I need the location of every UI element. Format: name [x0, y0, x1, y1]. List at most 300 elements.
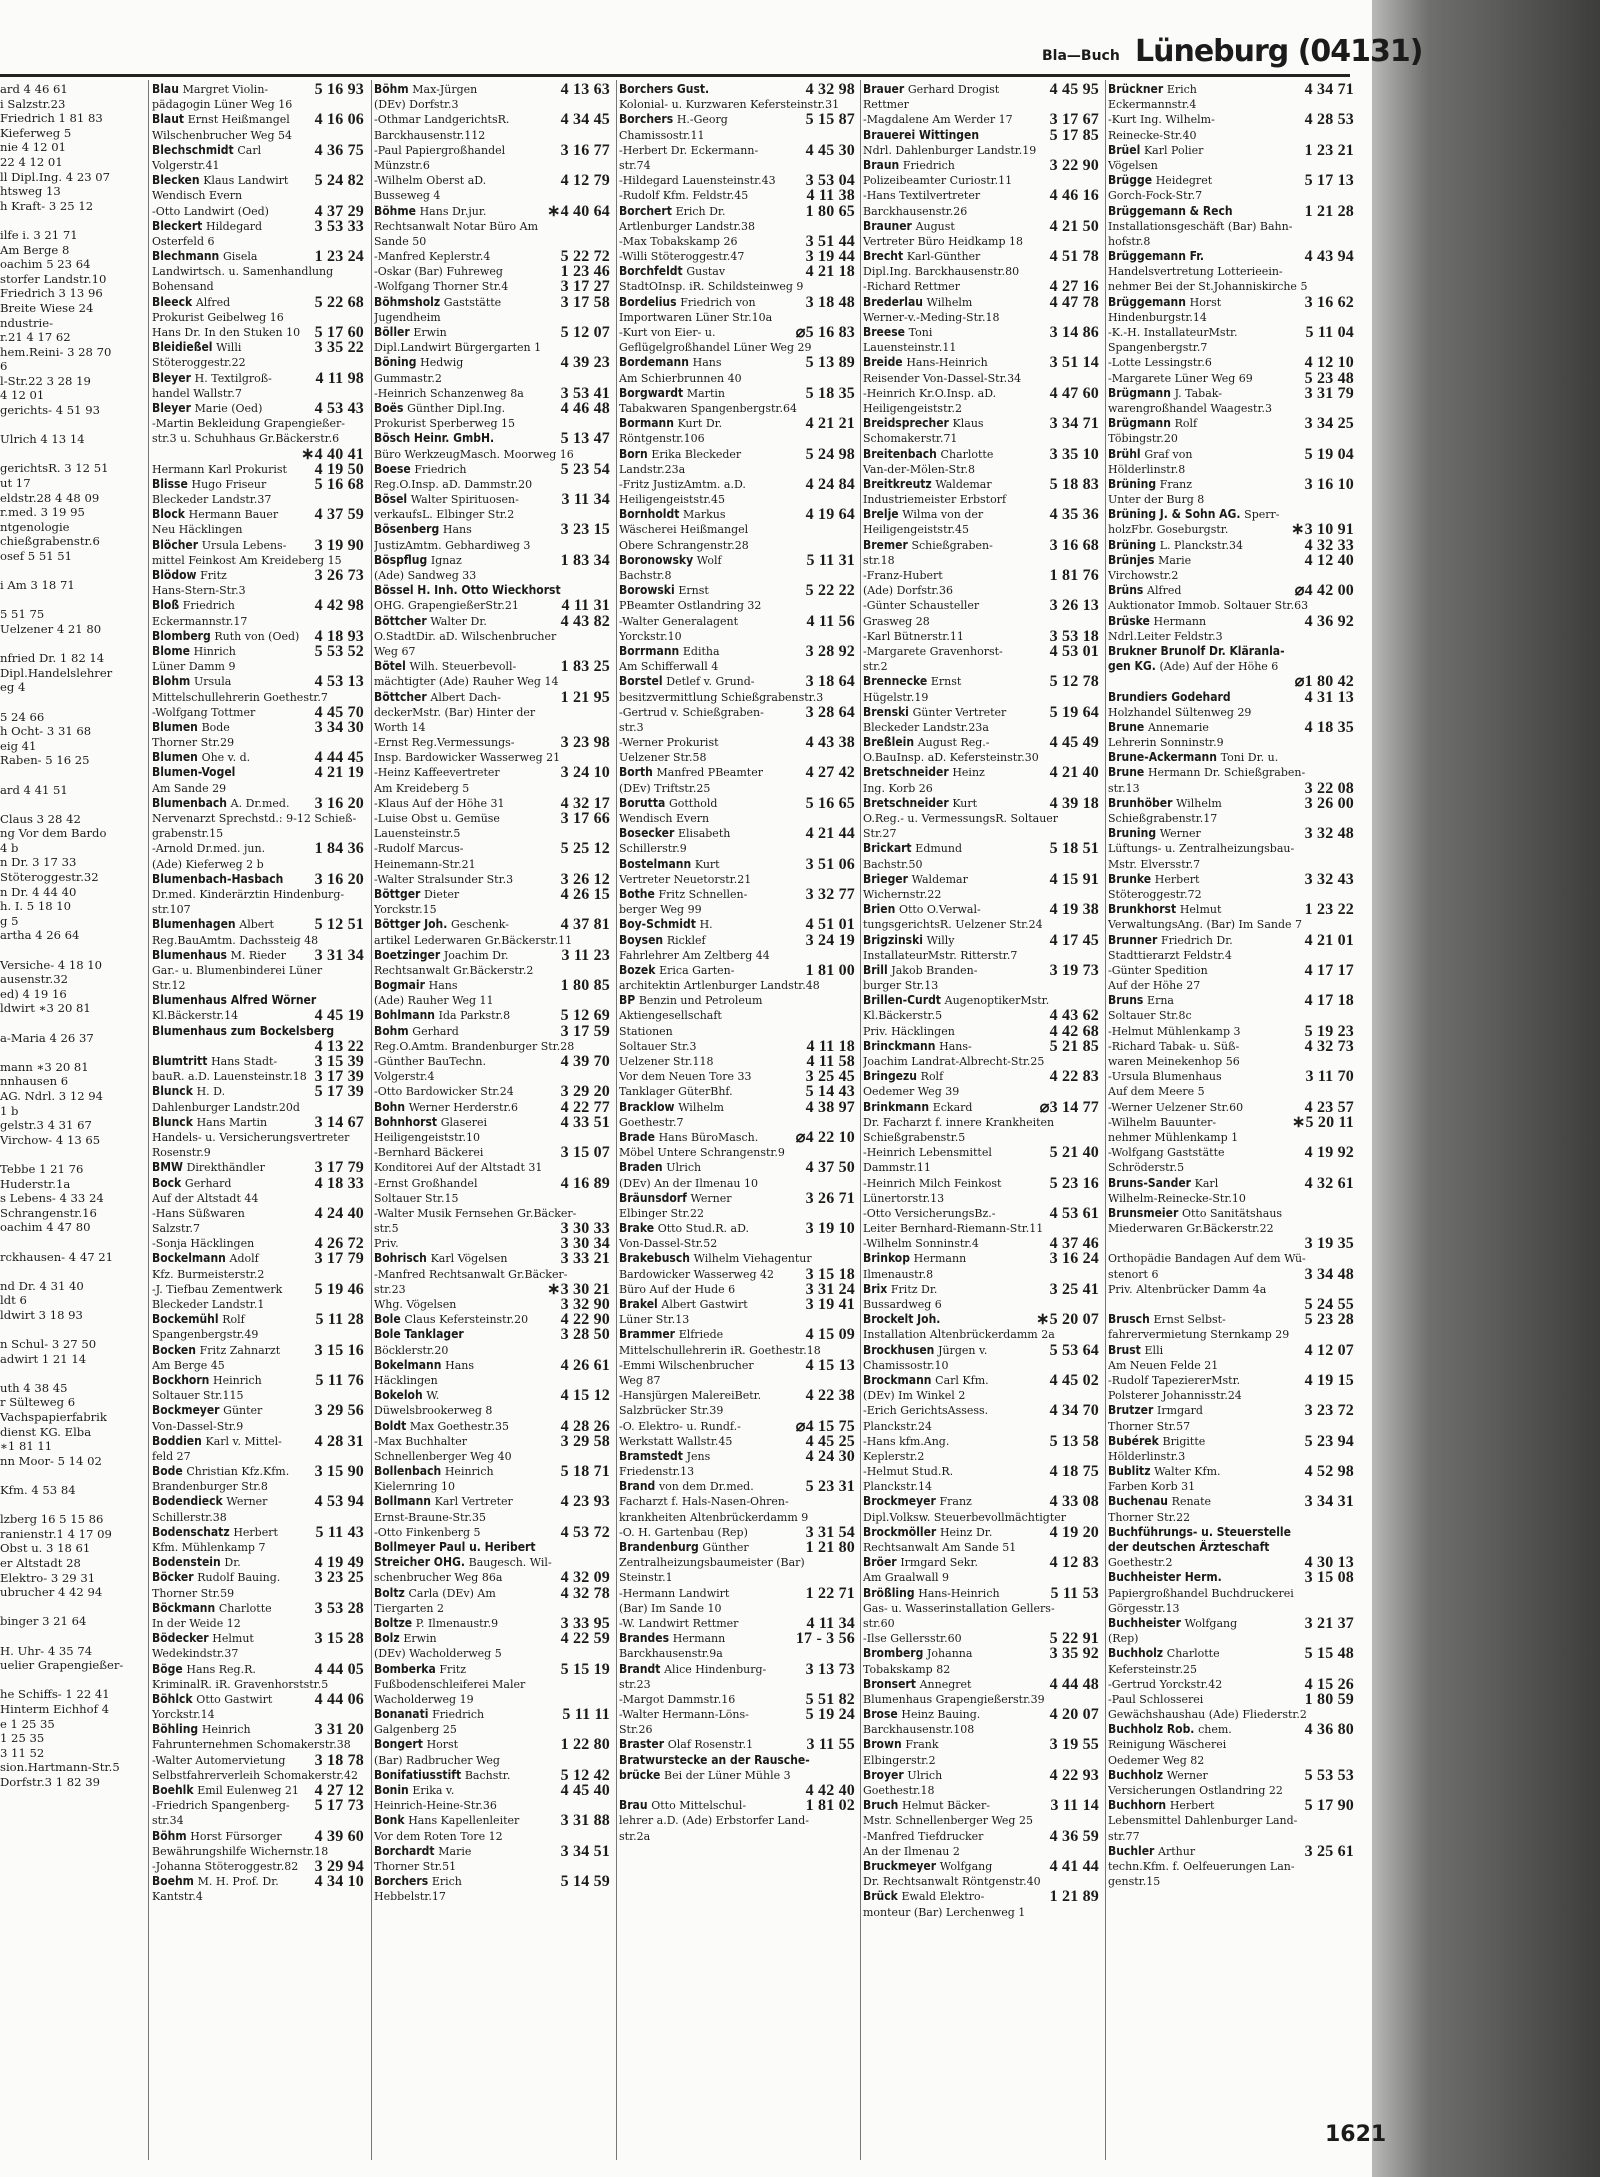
listing-line: [619, 1115, 859, 1130]
listing-detail: Schießgrabenstr.17: [1108, 812, 1218, 825]
listing-line: [1108, 1069, 1358, 1084]
listing-line: [863, 82, 1103, 97]
listing-line: [1108, 1692, 1358, 1707]
listing-line: [374, 1616, 614, 1631]
listing-line: [863, 659, 1103, 674]
listing-line: [374, 917, 614, 932]
listing-name: Buchler: [1108, 1843, 1155, 1858]
listing-line: [863, 1221, 1103, 1236]
listing-detail: Dipl.Volksw. Steuerbevollmächtigter: [863, 1510, 1067, 1524]
listing-detail: mittel Feinkost Am Kreideberg 15: [152, 553, 342, 567]
phone-number: 4 31 13: [1302, 690, 1354, 705]
listing-line: [619, 629, 859, 644]
listing-line: [863, 1024, 1103, 1039]
listing-line: [619, 583, 859, 598]
listing-line: [863, 431, 1103, 446]
listing-name: Boetzinger: [374, 947, 441, 962]
listing-line: [619, 1525, 859, 1540]
listing-detail: -Sonja Häcklingen: [152, 1237, 255, 1251]
listing-line: [1108, 811, 1358, 826]
listing-name: Brelje: [863, 507, 899, 522]
listing-detail: H.-Georg: [676, 113, 728, 127]
listing-line: [1108, 781, 1358, 796]
listing-detail: Wichernstr.22: [863, 887, 942, 901]
fragment-line: s Lebens- 4 33 24: [0, 1191, 104, 1206]
listing-detail: Max Goethestr.35: [409, 1419, 509, 1433]
listing-line: [863, 1236, 1103, 1251]
column-divider: [148, 80, 149, 2160]
phone-number: 4 22 83: [1047, 1069, 1099, 1084]
listing-line: [1108, 1677, 1358, 1692]
phone-number: 5 21 40: [1047, 1145, 1099, 1160]
phone-number: 5 11 04: [1302, 325, 1354, 340]
listing-detail: Grasweg 28: [863, 614, 930, 628]
listing-detail: Böcklerstr.20: [374, 1343, 449, 1357]
listing-line: [619, 614, 859, 629]
listing-detail: Uelzener Str.118: [619, 1055, 714, 1068]
listing-line: [374, 1130, 614, 1145]
listing-detail: (DEv) Triftstr.25: [619, 781, 711, 795]
listing-detail: Insp. Bardowicker Wasserweg 21: [374, 751, 561, 765]
listing-line: [863, 1464, 1103, 1479]
phone-number: 5 19 46: [312, 1282, 364, 1297]
listing-detail: Margret Violin-: [182, 83, 269, 96]
listing-line: [1108, 1570, 1358, 1585]
phone-number: 4 18 75: [1047, 1464, 1099, 1479]
listing-name: Bleyer: [152, 370, 191, 385]
listing-line: [619, 401, 859, 416]
fragment-line: e 1 25 35: [0, 1716, 55, 1731]
listing-name: Bratwurstecke an der Rausche-: [619, 1752, 810, 1767]
phone-number: 3 22 90: [1047, 158, 1099, 173]
listing-detail: Salzbrücker Str.39: [619, 1404, 724, 1418]
listing-name: Borchers: [374, 1874, 429, 1889]
listing-detail: L. Planckstr.34: [1159, 538, 1244, 552]
listing-detail: Am Sande 29: [152, 781, 227, 795]
listing-line: [374, 1631, 614, 1646]
phone-number: 4 53 94: [312, 1494, 364, 1509]
listing-detail: JustizAmtm. Gebhardiweg 3: [374, 538, 531, 552]
listing-detail: Baugesch. Wil-: [468, 1556, 552, 1570]
listing-name: Brakebusch: [619, 1251, 690, 1266]
listing-detail: Artlenburger Landstr.38: [619, 219, 756, 233]
listing-line: [863, 705, 1103, 720]
listing-name: BP: [619, 993, 636, 1008]
listing-detail: -Wolfgang Tottmer: [152, 705, 256, 719]
listing-detail: -Richard Tabak- u. Süß-: [1108, 1039, 1240, 1053]
listing-name: Brügmann: [1108, 416, 1171, 431]
listing-line: [863, 872, 1103, 887]
listing-detail: Werner: [1166, 1768, 1208, 1782]
listing-line: [152, 720, 368, 735]
listing-name: Borchers Gust.: [619, 82, 710, 96]
listing-line: [619, 97, 859, 112]
phone-number: 4 42 40: [803, 1783, 855, 1798]
listing-detail: August Reg.-: [917, 736, 990, 750]
listing-detail: -Günter Schausteller: [863, 599, 980, 613]
phone-number: 4 23 93: [558, 1494, 610, 1509]
listing-line: [152, 295, 368, 310]
listing-detail: Wilhelm: [926, 295, 973, 309]
listing-detail: Ulrich: [666, 1161, 702, 1175]
listing-line: [1108, 1388, 1358, 1403]
listing-line: [374, 1813, 614, 1828]
page-number: 1621: [1325, 2122, 1387, 2147]
listing-detail: tungsgerichtsR. Uelzener Str.24: [863, 918, 1043, 932]
listing-detail: Selbstfahrerverleih Schomakerstr.42: [152, 1768, 358, 1782]
listing-line: [374, 553, 614, 568]
listing-detail: -Kurt von Eier- u.: [619, 326, 716, 339]
listing-line: [863, 1039, 1103, 1054]
listing-name: Bormann: [619, 416, 674, 431]
listing-name: Borchert: [619, 203, 672, 218]
listing-detail: Busseweg 4: [374, 189, 441, 203]
listing-detail: Virchowstr.2: [1108, 569, 1179, 582]
listing-line: [863, 295, 1103, 310]
listing-line: [863, 857, 1103, 872]
fragment-line: g 5: [0, 913, 19, 928]
listing-name: Blunck: [152, 1114, 193, 1129]
listing-detail: Volgerstr.4: [374, 1070, 435, 1084]
listing-detail: Friedrich: [902, 158, 955, 172]
listing-line: [863, 1707, 1103, 1722]
phone-number: 5 24 82: [312, 173, 364, 188]
listing-detail: -Walter Generalagent: [619, 614, 739, 628]
phone-number: 4 45 40: [558, 1783, 610, 1798]
listing-line: [1108, 1631, 1358, 1646]
listing-line: [863, 598, 1103, 613]
fragment-line: h Ocht- 3 31 68: [0, 724, 92, 739]
listing-line: [152, 1707, 368, 1722]
listing-line: [374, 629, 614, 644]
listing-line: [619, 219, 859, 234]
listing-detail: Eckermannstr.4: [1108, 98, 1197, 112]
listing-name: Buchheister: [1108, 1615, 1181, 1630]
listing-line: [152, 1419, 368, 1434]
listing-line: [152, 841, 368, 856]
listing-line: [1108, 143, 1358, 158]
phone-number: 5 53 52: [312, 644, 364, 659]
listing-line: [152, 629, 368, 644]
listing-detail: Gorch-Fock-Str.7: [1108, 189, 1203, 203]
listing-line: [619, 1464, 859, 1479]
listing-detail: Günther Dipl.Ing.: [407, 401, 506, 415]
listing-line: [152, 1312, 368, 1327]
listing-detail: Heinz Dr.: [939, 1525, 993, 1539]
phone-number: 3 23 72: [1302, 1403, 1354, 1418]
listing-line: [863, 811, 1103, 826]
listing-line: [1108, 340, 1358, 355]
phone-number: 5 23 54: [558, 462, 610, 477]
listing-line: [152, 128, 368, 143]
listing-line: [863, 1343, 1103, 1358]
listing-name: Brügge: [1108, 173, 1153, 188]
phone-number: 3 19 90: [312, 538, 364, 553]
fragment-line: Vachspapierfabrik: [0, 1410, 107, 1425]
listing-line: [374, 325, 614, 340]
listing-line: [863, 917, 1103, 932]
listing-line: [152, 1160, 368, 1175]
listing-line: [152, 173, 368, 188]
phone-number: 5 23 31: [803, 1479, 855, 1494]
listing-line: [374, 1555, 614, 1570]
phone-number: 5 17 90: [1302, 1798, 1354, 1813]
listing-name: Brix: [863, 1281, 888, 1296]
listing-detail: Str.12: [152, 979, 186, 993]
listing-name: Brieger: [863, 871, 908, 886]
phone-number: 4 24 40: [312, 1206, 364, 1221]
listing-line: [619, 249, 859, 264]
listing-detail: Rosenstr.9: [152, 1146, 211, 1160]
listing-detail: Hebbelstr.17: [374, 1890, 446, 1904]
listing-line: [1108, 1145, 1358, 1160]
listing-line: [863, 568, 1103, 583]
listing-line: [619, 447, 859, 462]
listing-name: Born: [619, 446, 648, 461]
listing-detail: Dr. Facharzt f. innere Krankheiten: [863, 1115, 1055, 1129]
listing-detail: Otto Gastwirt: [196, 1692, 273, 1706]
listing-line: [1108, 583, 1358, 598]
phone-number: 5 16 93: [312, 82, 364, 97]
listing-line: [1108, 857, 1358, 872]
phone-number: 3 11 55: [803, 1737, 855, 1752]
listing-detail: P. Ilmenaustr.9: [415, 1616, 499, 1630]
listing-line: [1108, 1464, 1358, 1479]
listing-line: [152, 1069, 368, 1084]
listing-detail: str.60: [863, 1616, 895, 1630]
phone-number: 5 13 58: [1047, 1434, 1099, 1449]
listing-detail: -Martin Bekleidung Grapengießer-: [152, 417, 346, 431]
listing-name: Bollenbach: [374, 1464, 442, 1479]
listing-detail: Walter Spirituosen-: [410, 493, 519, 507]
listing-line: [1108, 598, 1358, 613]
listing-name: Brüel: [1108, 142, 1141, 157]
listing-detail: Rolf: [920, 1070, 944, 1084]
phone-number: 4 15 26: [1302, 1677, 1354, 1692]
listing-detail: Karl Polier: [1143, 143, 1204, 157]
listing-detail: Chamissostr.11: [619, 128, 705, 142]
listing-line: [619, 310, 859, 325]
listing-detail: Facharzt f. Hals-Nasen-Ohren-: [619, 1495, 789, 1509]
listing-name: Brigzinski: [863, 932, 923, 947]
listing-detail: VerwaltungsAng. (Bar) Im Sande 7: [1108, 918, 1303, 932]
listing-line: [863, 963, 1103, 978]
listing-line: [374, 1100, 614, 1115]
listing-detail: stenort 6: [1108, 1267, 1159, 1281]
listing-line: [619, 1631, 859, 1646]
listing-line: [152, 310, 368, 325]
listing-line: [1108, 933, 1358, 948]
listing-name: Breide: [863, 355, 903, 370]
listing-name: Bretschneider: [863, 765, 949, 780]
listing-line: [152, 371, 368, 386]
listing-detail: InstallateurMstr. Ritterstr.7: [863, 948, 1018, 962]
phone-number: 5 17 60: [312, 325, 364, 340]
listing-detail: Miederwaren Gr.Bäckerstr.22: [1108, 1222, 1274, 1236]
listing-name: Bole: [374, 1312, 401, 1327]
phone-number: 3 31 79: [1302, 386, 1354, 401]
listing-line: [152, 522, 368, 537]
listing-detail: Barckhausenstr.108: [863, 1723, 975, 1737]
fragment-line: htsweg 13: [0, 184, 61, 199]
listing-detail: -Oskar (Bar) Fuhreweg: [374, 265, 503, 279]
listing-name: Bohnhorst: [374, 1114, 438, 1129]
listing-name: Broyer: [863, 1767, 904, 1782]
listing-name: Blau: [152, 82, 179, 96]
listing-detail: -Lotte Lessingstr.6: [1108, 356, 1212, 370]
listing-line: [1108, 705, 1358, 720]
listing-name: Brüning J. & Sohn AG.: [1108, 507, 1241, 522]
listing-line: [863, 1813, 1103, 1828]
listing-detail: Mstr. Schnellenberger Weg 25: [863, 1814, 1033, 1828]
listing-name: Bordelius: [619, 294, 677, 309]
phone-number: 4 47 78: [1047, 295, 1099, 310]
listing-line: [374, 1479, 614, 1494]
listing-line: [1108, 462, 1358, 477]
listing-detail: Rettmer: [863, 98, 909, 112]
phone-number: 4 11 31: [558, 598, 610, 613]
phone-number: 3 17 67: [1047, 112, 1099, 127]
listing-line: [1108, 1206, 1358, 1221]
phone-number: 5 19 23: [1302, 1024, 1354, 1039]
listing-line: [619, 1388, 859, 1403]
listing-line: [374, 1176, 614, 1191]
phone-number: 1 22 80: [558, 1737, 610, 1752]
listing-detail: Walter Dr.: [430, 614, 487, 628]
listing-detail: Irmgard: [1157, 1404, 1203, 1418]
phone-number: 4 19 38: [1047, 902, 1099, 917]
listing-detail: -Ilse Gellersstr.60: [863, 1632, 962, 1646]
phone-number: 17 - 3 56: [793, 1631, 855, 1646]
listing-line: [863, 1130, 1103, 1145]
listing-detail: Wendisch Evern: [619, 812, 710, 825]
listing-line: [1108, 1494, 1358, 1509]
listing-detail: Heiligengeiststr.10: [374, 1130, 481, 1144]
fragment-line: 5 24 66: [0, 709, 45, 724]
listing-detail: schenbrucher Weg 86a: [374, 1571, 503, 1585]
listing-detail: Wacholderweg 19: [374, 1692, 474, 1706]
listing-line: [619, 1145, 859, 1160]
listing-detail: (Ade) Dorfstr.36: [863, 584, 953, 598]
listing-line: [863, 887, 1103, 902]
listing-line: [374, 431, 614, 446]
phone-number: 3 17 58: [558, 295, 610, 310]
listing-detail: Günter Vertreter: [912, 705, 1007, 719]
listing-detail: Orthopädie Bandagen Auf dem Wü-: [1108, 1252, 1306, 1266]
phone-number: ∗3 10 91: [1288, 522, 1354, 537]
listing-name: Brake: [619, 1221, 655, 1236]
listing-name: Blaut: [152, 112, 185, 127]
fragment-line: [0, 1016, 146, 1031]
listing-name: Brügmann: [1108, 385, 1171, 400]
phone-number: 5 18 35: [803, 386, 855, 401]
phone-number: 3 33 95: [558, 1616, 610, 1631]
listing-detail: Annegret: [919, 1677, 972, 1691]
listing-detail: -Luise Obst u. Gemüse: [374, 812, 500, 825]
listing-line: [152, 1236, 368, 1251]
column-fragment: [0, 82, 146, 2162]
listing-line: [863, 1798, 1103, 1813]
listing-name: Blomberg: [152, 628, 211, 643]
listing-detail: -Hildegard Lauensteinstr.43: [619, 174, 776, 188]
phone-number: 4 12 07: [1302, 1343, 1354, 1358]
listing-detail: (Ade) Auf der Höhe 6: [1159, 660, 1279, 674]
listing-detail: -Walter Hermann-Löns-: [619, 1708, 749, 1722]
listing-detail: Soltauer Str.15: [374, 1191, 459, 1205]
listing-detail: Töbingstr.20: [1108, 432, 1178, 446]
listing-detail: Heinz: [952, 766, 985, 780]
listing-name: Bohlmann: [374, 1008, 435, 1023]
listing-detail: hofstr.8: [1108, 234, 1151, 248]
listing-line: [1108, 1525, 1358, 1540]
phone-number: 4 27 42: [803, 765, 855, 780]
listing-line: [619, 1829, 859, 1844]
listing-detail: -Otto Bardowicker Str.24: [374, 1085, 514, 1099]
listing-detail: Fußbodenschleiferei Maler: [374, 1677, 526, 1691]
phone-number: 3 23 98: [558, 735, 610, 750]
listing-line: [152, 1039, 368, 1054]
listing-name: Bockemühl: [152, 1312, 219, 1327]
listing-name: Brandenburg: [619, 1540, 699, 1554]
listing-detail: Erich Dr.: [675, 204, 726, 218]
listing-line: [1108, 1358, 1358, 1373]
listing-detail: Erica Garten-: [659, 963, 735, 977]
phone-number: 4 32 61: [1302, 1176, 1354, 1191]
listing-line: [374, 1677, 614, 1692]
listing-name: Bonanati: [374, 1707, 429, 1722]
listing-detail: pädagogin Lüner Weg 16: [152, 98, 293, 112]
listing-detail: -Werner Prokurist: [619, 736, 719, 750]
listing-name: Buchholz: [1108, 1767, 1164, 1782]
listing-detail: Arthur: [1158, 1844, 1196, 1858]
listing-name: Böhm: [374, 82, 409, 96]
listing-detail: -Paul Schlosserei: [1108, 1692, 1204, 1706]
phone-number: 4 11 58: [803, 1054, 855, 1069]
listing-name: Boës: [374, 400, 404, 415]
listing-detail: A. Dr.med.: [230, 796, 290, 810]
listing-line: [863, 310, 1103, 325]
listing-name: Boehm: [152, 1874, 194, 1889]
listing-detail: Kurt: [694, 857, 720, 871]
listing-line: [863, 355, 1103, 370]
phone-number: 5 14 43: [803, 1084, 855, 1099]
listing-name: Bleckert: [152, 218, 203, 233]
fragment-line: artha 4 26 64: [0, 928, 80, 943]
phone-number: 3 15 39: [312, 1054, 364, 1069]
phone-number: 4 44 45: [312, 750, 364, 765]
listing-detail: Hermann Bauer: [188, 508, 279, 522]
listing-detail: Lüner Damm 9: [152, 660, 236, 674]
listing-detail: Lüner Str.13: [619, 1313, 690, 1327]
listing-detail: (Bar) Im Sande 10: [619, 1601, 722, 1615]
listing-detail: (Bar) Radbrucher Weg: [374, 1753, 500, 1767]
listing-detail: Friedenstr.13: [619, 1465, 695, 1479]
listing-line: [619, 948, 859, 963]
listing-line: [1108, 279, 1358, 294]
phone-number: 5 13 47: [558, 431, 610, 446]
listing-line: [374, 188, 614, 203]
listing-line: [863, 993, 1103, 1008]
listing-line: [863, 1601, 1103, 1616]
listing-detail: Aktiengesellschaft: [619, 1009, 722, 1023]
listing-line: [619, 1540, 859, 1555]
listing-name: Bomberka: [374, 1661, 436, 1676]
listing-detail: Weg 87: [619, 1373, 661, 1387]
listing-line: [374, 1783, 614, 1798]
phone-number: 1 23 46: [558, 264, 610, 279]
listing-detail: Volgerstr.41: [152, 158, 220, 172]
listing-line: [863, 1494, 1103, 1509]
